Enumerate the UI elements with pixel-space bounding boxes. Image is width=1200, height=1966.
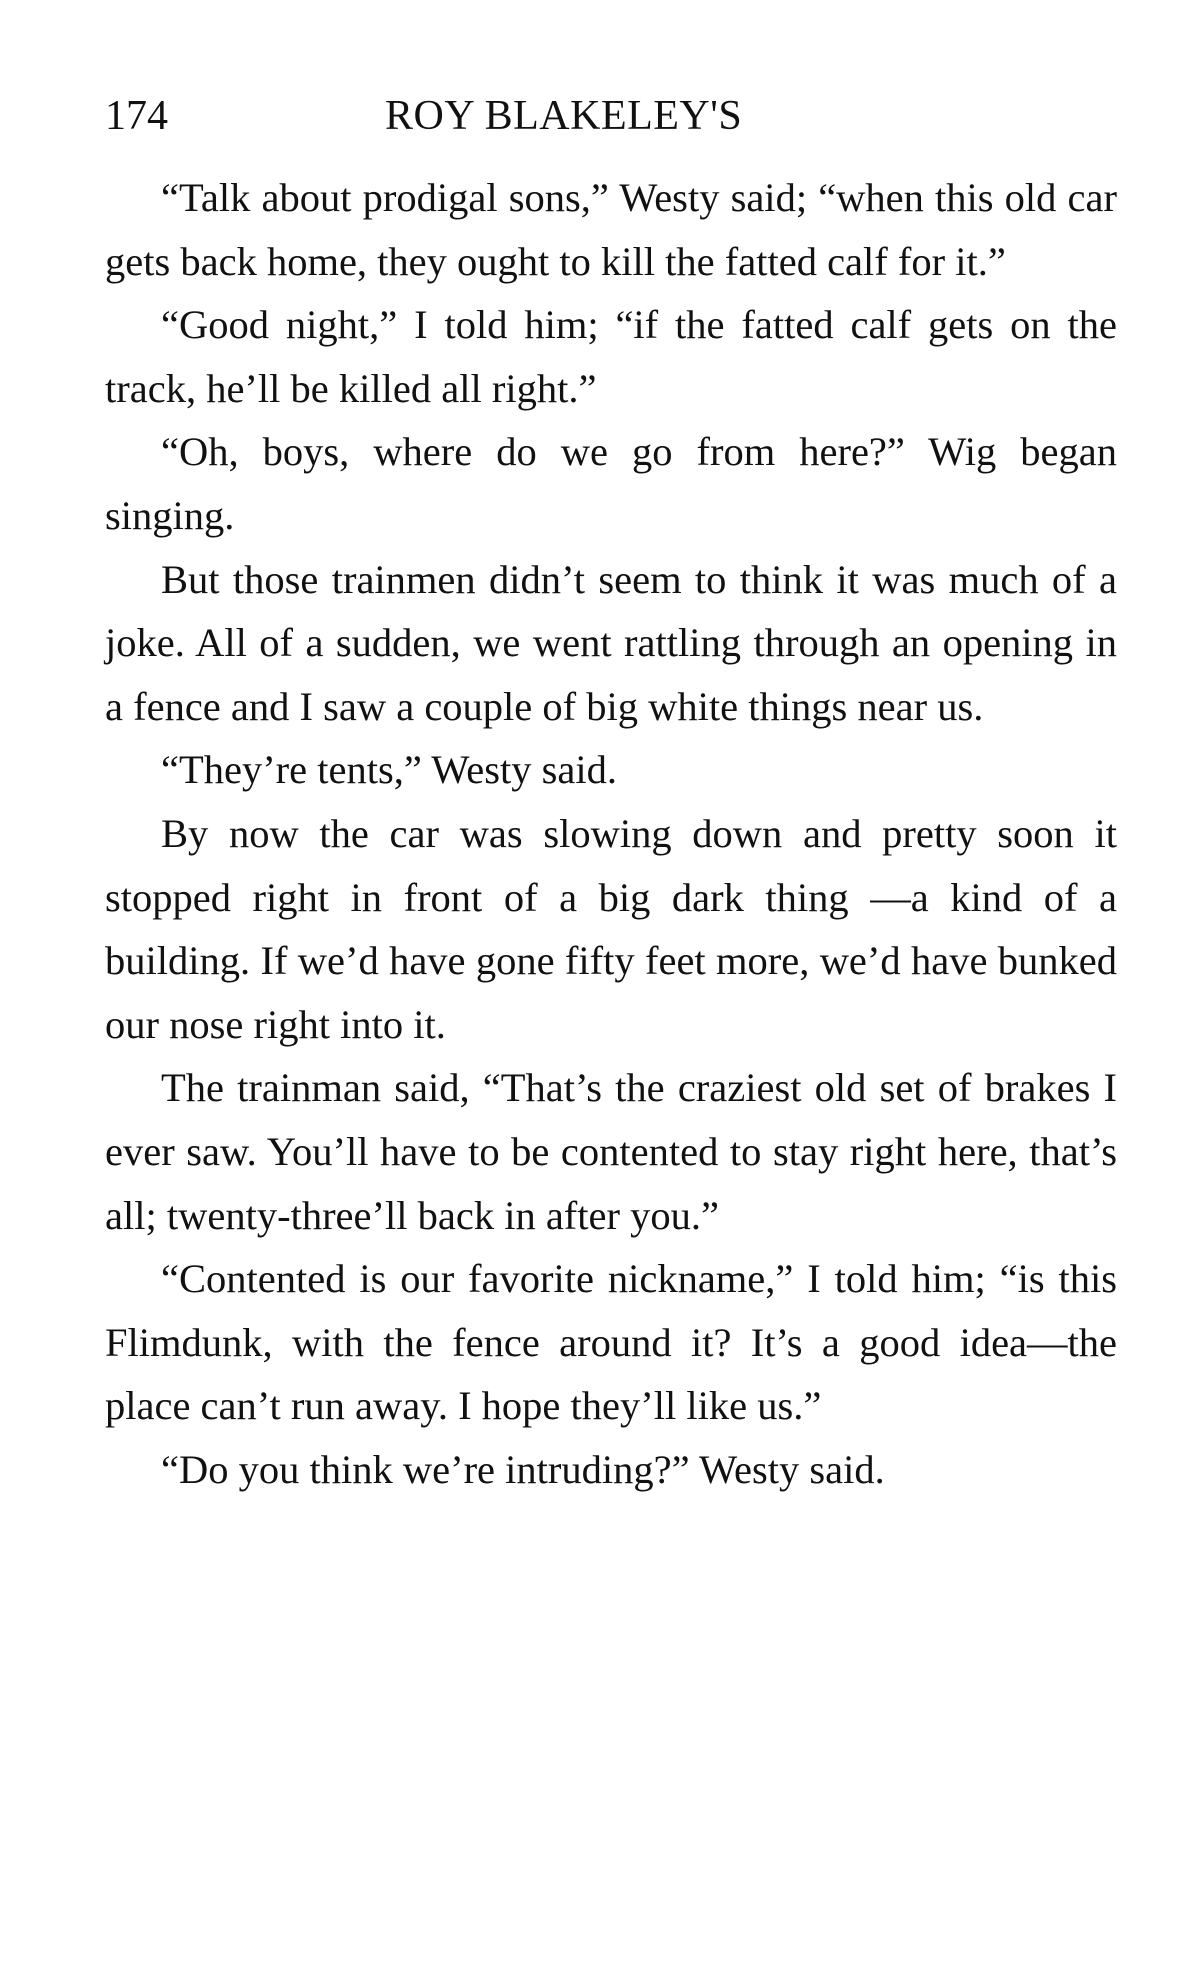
paragraph: “Talk about prodigal sons,” Westy said; “when this old car gets back home, they ought to kill the fatted calf for it.” — [105, 175, 1117, 284]
page-header — [105, 86, 1117, 146]
paragraph: “They’re tents,” Westy said. — [161, 747, 617, 793]
page-number: 174 — [105, 93, 168, 139]
paragraph: By now the car was slowing down and pretty soon it stopped right in front of a big dark thing —a kind of a building. If we’d have gone fifty feet more, we’d have bunked our nose right into it. — [105, 810, 1117, 1047]
running-head: ROY BLAKELEY'S — [385, 93, 743, 139]
paragraph: “Do you think we’re intruding?” Westy said. — [161, 1446, 885, 1492]
paragraph: “Oh, boys, where do we go from here?” Wig began singing. — [105, 429, 1117, 538]
body-text — [105, 166, 1117, 1501]
paragraph: “Contented is our favorite nickname,” I told him; “is this Flimdunk, with the fence around it? It’s a good idea—the place can’t run away. I hope they’ll like us.” — [105, 1256, 1117, 1429]
paragraph: “Good night,” I told him; “if the fatted calf gets on the track, he’ll be killed all right.” — [105, 302, 1117, 411]
paragraph: But those trainmen didn’t seem to think it was much of a joke. All of a sudden, we went rattling through an opening in a fence and I saw a couple of big white things near us. — [105, 556, 1117, 729]
paragraph: The trainman said, “That’s the craziest old set of brakes I ever saw. You’ll have to be contented to stay right here, that’s all; twenty-three’ll back in after you.” — [105, 1065, 1117, 1238]
